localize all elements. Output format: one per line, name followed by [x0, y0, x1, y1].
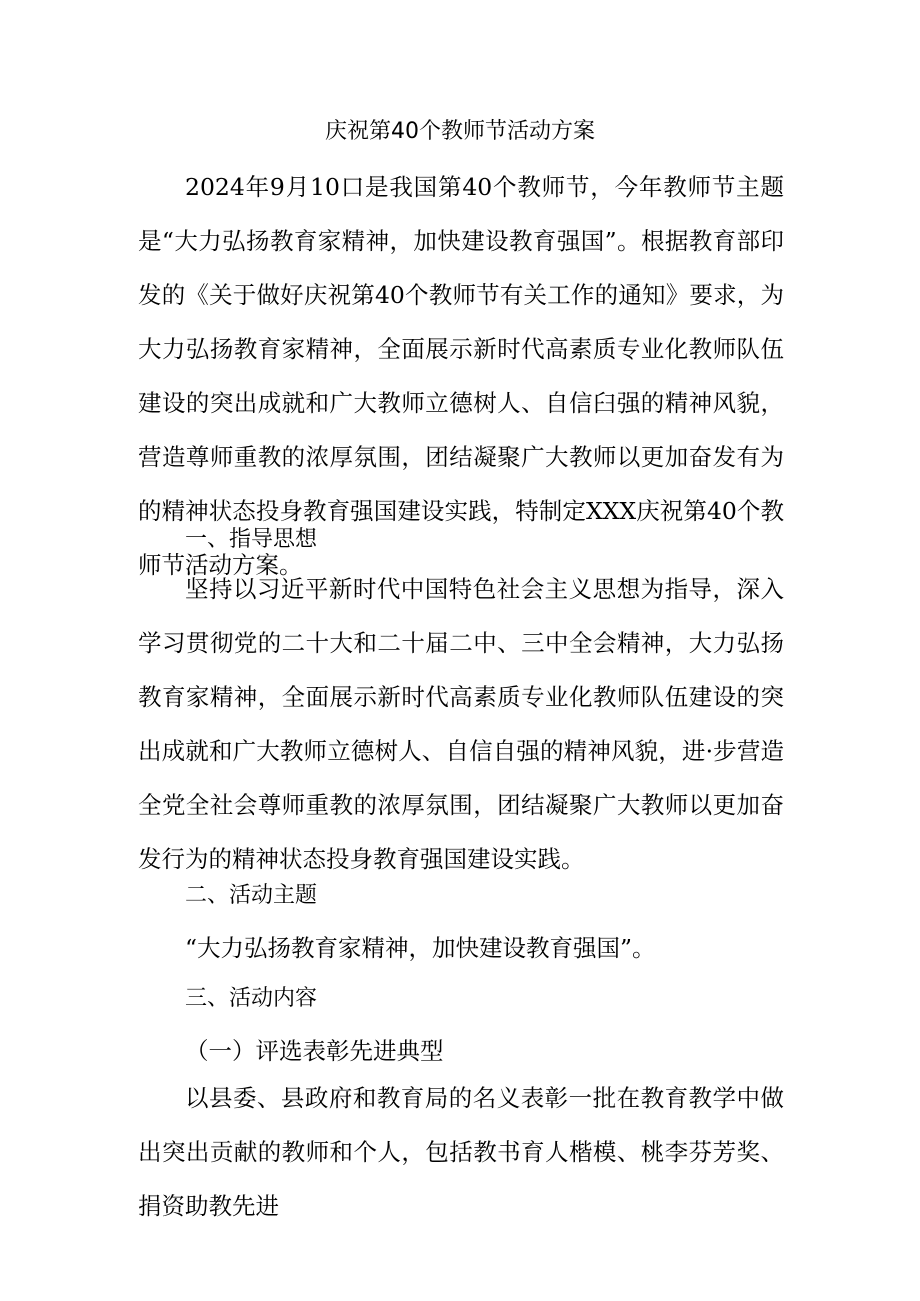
section-heading-guiding-ideology: 一、指导思想: [185, 527, 318, 552]
commendation-paragraph: 以县委、县政府和教育局的名义表彰一批在教育教学中做出突出贡献的教师和个人，包括教书育人楷模、桃李芬芳奖、捐资助教先进: [138, 1084, 784, 1220]
subsection-heading-commendation: （一）评选表彰先进典型: [185, 1037, 444, 1065]
section-heading-activity-content: 三、活动内容: [185, 986, 318, 1011]
activity-theme-text: “大力弘扬教育家精神，加快建设教育强国”。: [185, 934, 656, 962]
document-title: 庆祝第40个教师节活动方案: [325, 119, 595, 144]
intro-paragraph: 2024年9月10口是我国第40个教师节，今年教师节主题是“大力弘扬教育家精神，加快建设教育强国”。根据教育部印发的《关于做好庆祝第40个教师节有关工作的通知》要求，为大力弘扬教育家精神，全面展示新时代高素质专业化教师队伍建设的突出成就和广大教师立德树人、自信臼强的精神风貌，营造尊师重教的浓厚氛围，团结凝聚广大教师以更加奋发有为的精神状态投身教育强国建设实践，特制定XXX庆祝第40个教师节活动方案。: [138, 173, 784, 579]
section-heading-activity-theme: 二、活动主题: [185, 883, 318, 908]
guiding-ideology-paragraph: 坚持以习近平新时代中国特色社会主义思想为指导，深入学习贯彻党的二十大和二十届二中、三中全会精神，大力弘扬教育家精神，全面展示新时代高素质专业化教师队伍建设的突出成就和广大教师立德树人、自信自强的精神风貌，进·步营造全党全社会尊师重教的浓厚氛围，团结凝聚广大教师以更加奋发行为的精神状态投身教育强国建设实践。: [138, 575, 784, 873]
